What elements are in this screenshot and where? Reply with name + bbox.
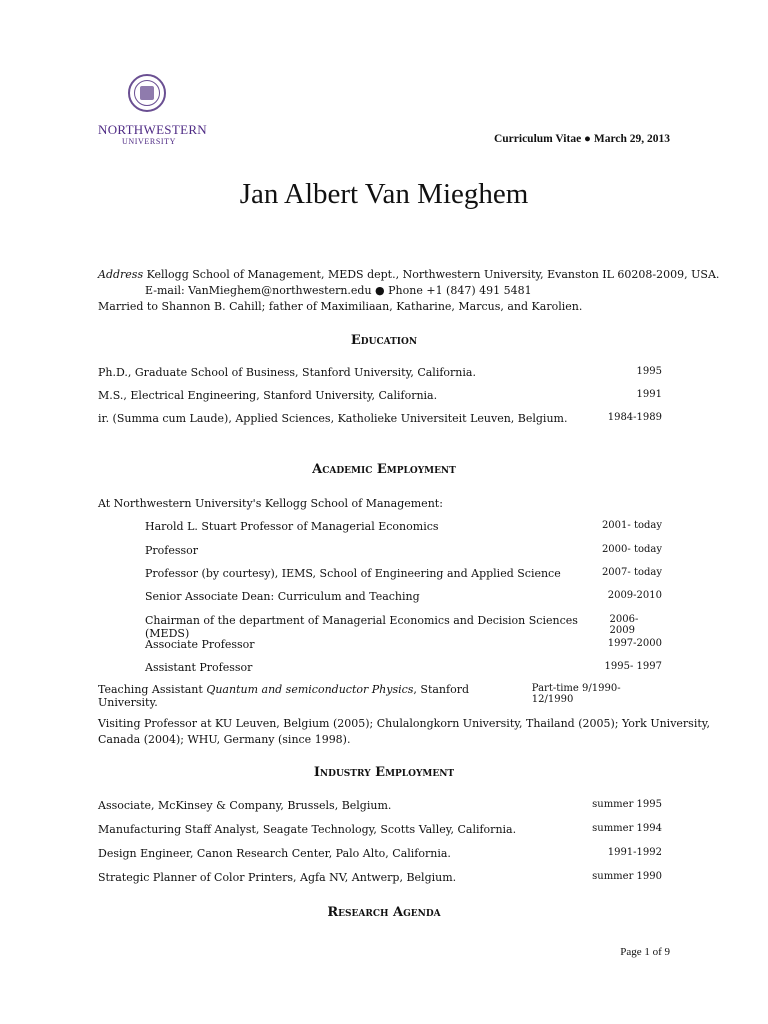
cv-date: Curriculum Vitae ● March 29, 2013 [493, 133, 670, 145]
section-heading-academic: Academic Employment [312, 462, 456, 477]
ta-course: Quantum and semiconductor Physics [206, 683, 414, 696]
academic-year: 2001- today [601, 520, 662, 531]
industry-year: summer 1994 [592, 823, 662, 834]
teaching-assistant-year: Part-time 9/1990-12/1990 [531, 683, 621, 705]
page-number: Page 1 of 9 [620, 946, 670, 958]
industry-position: Manufacturing Staff Analyst, Seagate Technology, Scotts Valley, California. [98, 823, 517, 836]
industry-position: Associate, McKinsey & Company, Brussels, Belgium. [98, 799, 392, 812]
education-text: Ph.D., Graduate School of Business, Stanford University, California. [98, 366, 476, 379]
address-text: Kellogg School of Management, MEDS dept., Northwestern University, Evanston IL 60208-2009, USA. [146, 268, 720, 281]
teaching-assistant-text: Teaching Assistant Quantum and semiconductor Physics, Stanford University. [98, 683, 470, 709]
visiting-professor-line2: Canada (2004); WHU, Germany (since 1998). [98, 733, 351, 746]
section-heading-education: Education [350, 333, 418, 348]
academic-intro: At Northwestern University's Kellogg School of Management: [98, 497, 443, 510]
industry-row [98, 799, 662, 812]
education-text: M.S., Electrical Engineering, Stanford University, California. [98, 389, 438, 402]
education-year: 1995 [636, 366, 662, 377]
visiting-professor-line1: Visiting Professor at KU Leuven, Belgium (2005); Chulalongkorn University, Thailand (2005); York University, [98, 717, 711, 730]
academic-year: 1995- 1997 [604, 661, 662, 672]
page-title: Jan Albert Van Mieghem [239, 178, 529, 210]
education-row [98, 366, 662, 379]
industry-year: 1991-1992 [607, 847, 662, 858]
academic-position: Assistant Professor [145, 661, 253, 674]
academic-year: 2000- today [601, 544, 662, 555]
education-row [98, 389, 662, 402]
logo-subtitle: UNIVERSITY [122, 137, 176, 146]
academic-year: 2006-2009 [609, 614, 639, 636]
education-year: 1984-1989 [607, 412, 662, 423]
address-line [98, 268, 719, 282]
academic-row [145, 638, 662, 651]
industry-year: summer 1990 [592, 871, 662, 882]
academic-row [145, 567, 662, 580]
industry-position: Design Engineer, Canon Research Center, Palo Alto, California. [98, 847, 451, 860]
teaching-assistant-row [98, 683, 662, 709]
academic-position: Senior Associate Dean: Curriculum and Teaching [145, 590, 420, 603]
academic-row [145, 590, 662, 603]
industry-position: Strategic Planner of Color Printers, Agfa NV, Antwerp, Belgium. [98, 871, 457, 884]
education-year: 1991 [636, 389, 662, 400]
academic-row [145, 614, 662, 640]
university-seal-icon [128, 74, 166, 112]
education-row [98, 412, 662, 425]
email-phone-line: E-mail: VanMieghem@northwestern.edu ● Phone +1 (847) 491 5481 [145, 284, 532, 297]
academic-row [145, 661, 662, 674]
academic-row [145, 520, 662, 533]
industry-row [98, 823, 662, 836]
education-text: ir. (Summa cum Laude), Applied Sciences, Katholieke Universiteit Leuven, Belgium. [98, 412, 568, 425]
academic-position: Professor (by courtesy), IEMS, School of Engineering and Applied Science [145, 567, 561, 580]
family-line: Married to Shannon B. Cahill; father of Maximiliaan, Katharine, Marcus, and Karolien. [98, 300, 583, 313]
address-label: Address [98, 268, 144, 281]
section-heading-industry: Industry Employment [313, 765, 455, 780]
academic-year: 1997-2000 [607, 638, 662, 649]
academic-position: Associate Professor [145, 638, 255, 651]
logo-wordmark: NORTHWESTERN [98, 122, 207, 137]
academic-position: Chairman of the department of Managerial Economics and Decision Sciences (MEDS) [145, 614, 578, 640]
academic-row [145, 544, 662, 557]
academic-position: Harold L. Stuart Professor of Managerial Economics [145, 520, 439, 533]
industry-row [98, 847, 662, 860]
industry-year: summer 1995 [592, 799, 662, 810]
academic-year: 2007- today [601, 567, 662, 578]
northwestern-logo [98, 74, 208, 149]
industry-row [98, 871, 662, 884]
section-heading-research: Research Agenda [327, 905, 441, 920]
academic-position: Professor [145, 544, 199, 557]
academic-year: 2009-2010 [607, 590, 662, 601]
